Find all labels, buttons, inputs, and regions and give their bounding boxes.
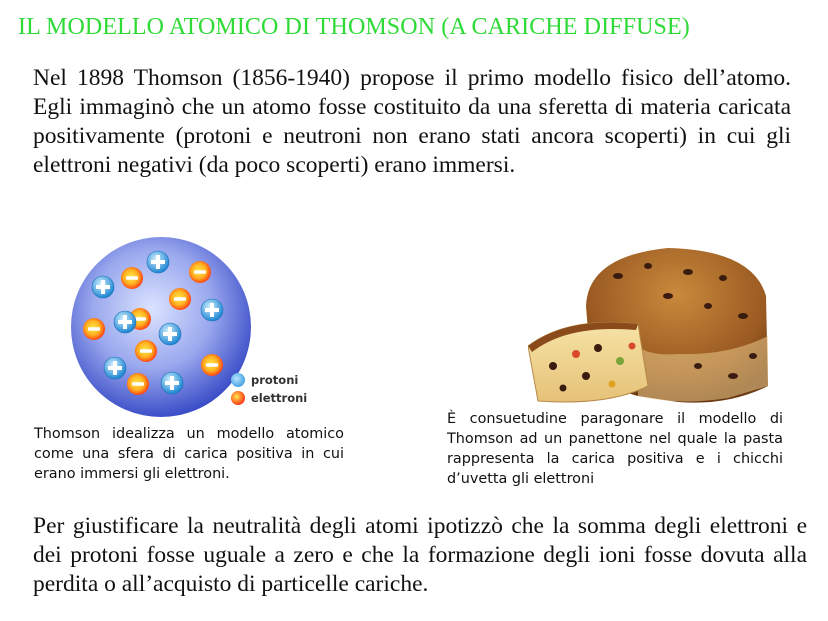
atom-caption: Thomson idealizza un modello atomico come una sfera di carica positiva in cui erano immersi gli elettroni. [34,426,344,482]
conclusion-paragraph: Per giustificare la neutralità degli atomi ipotizzò che la somma degli elettroni e dei protoni fosse uguale a zero e che la formazione degli ioni fosse dovuta alla perdita o all’acquisto di particelle cariche. [33,513,807,597]
legend-electrons: elettroni [251,391,308,405]
electron [121,267,143,289]
electron-legend-icon [231,391,245,405]
legend-protons: protoni [251,373,299,387]
proton [201,299,223,321]
electron [83,318,105,340]
proton [147,251,169,273]
thomson-atom-diagram [70,236,252,418]
electron [135,340,157,362]
page-title: IL MODELLO ATOMICO DI THOMSON (A CARICHE DIFFUSE) [18,14,690,40]
electron [169,288,191,310]
proton [114,311,136,333]
intro-paragraph: Nel 1898 Thomson (1856-1940) propose il primo modello fisico dell’atomo. Egli immaginò che un atomo fosse costituito da una sferetta di materia caricata positivamente (protoni e neutroni non erano stati ancora scoperti) in cui gli elettroni negativi (da poco scoperti) erano immersi. [33,65,791,178]
proton [159,323,181,345]
panettone-caption: È consuetudine paragonare il modello di Thomson ad un panettone nel quale la pasta rappresenta la carica positiva e i chicchi d’uvetta gli elettroni [447,411,783,487]
panettone-image [528,236,798,408]
atom-legend [231,371,307,407]
proton [161,372,183,394]
electron [189,261,211,283]
proton [92,276,114,298]
proton [104,357,126,379]
electron [127,373,149,395]
proton-legend-icon [231,373,245,387]
electron [201,354,223,376]
